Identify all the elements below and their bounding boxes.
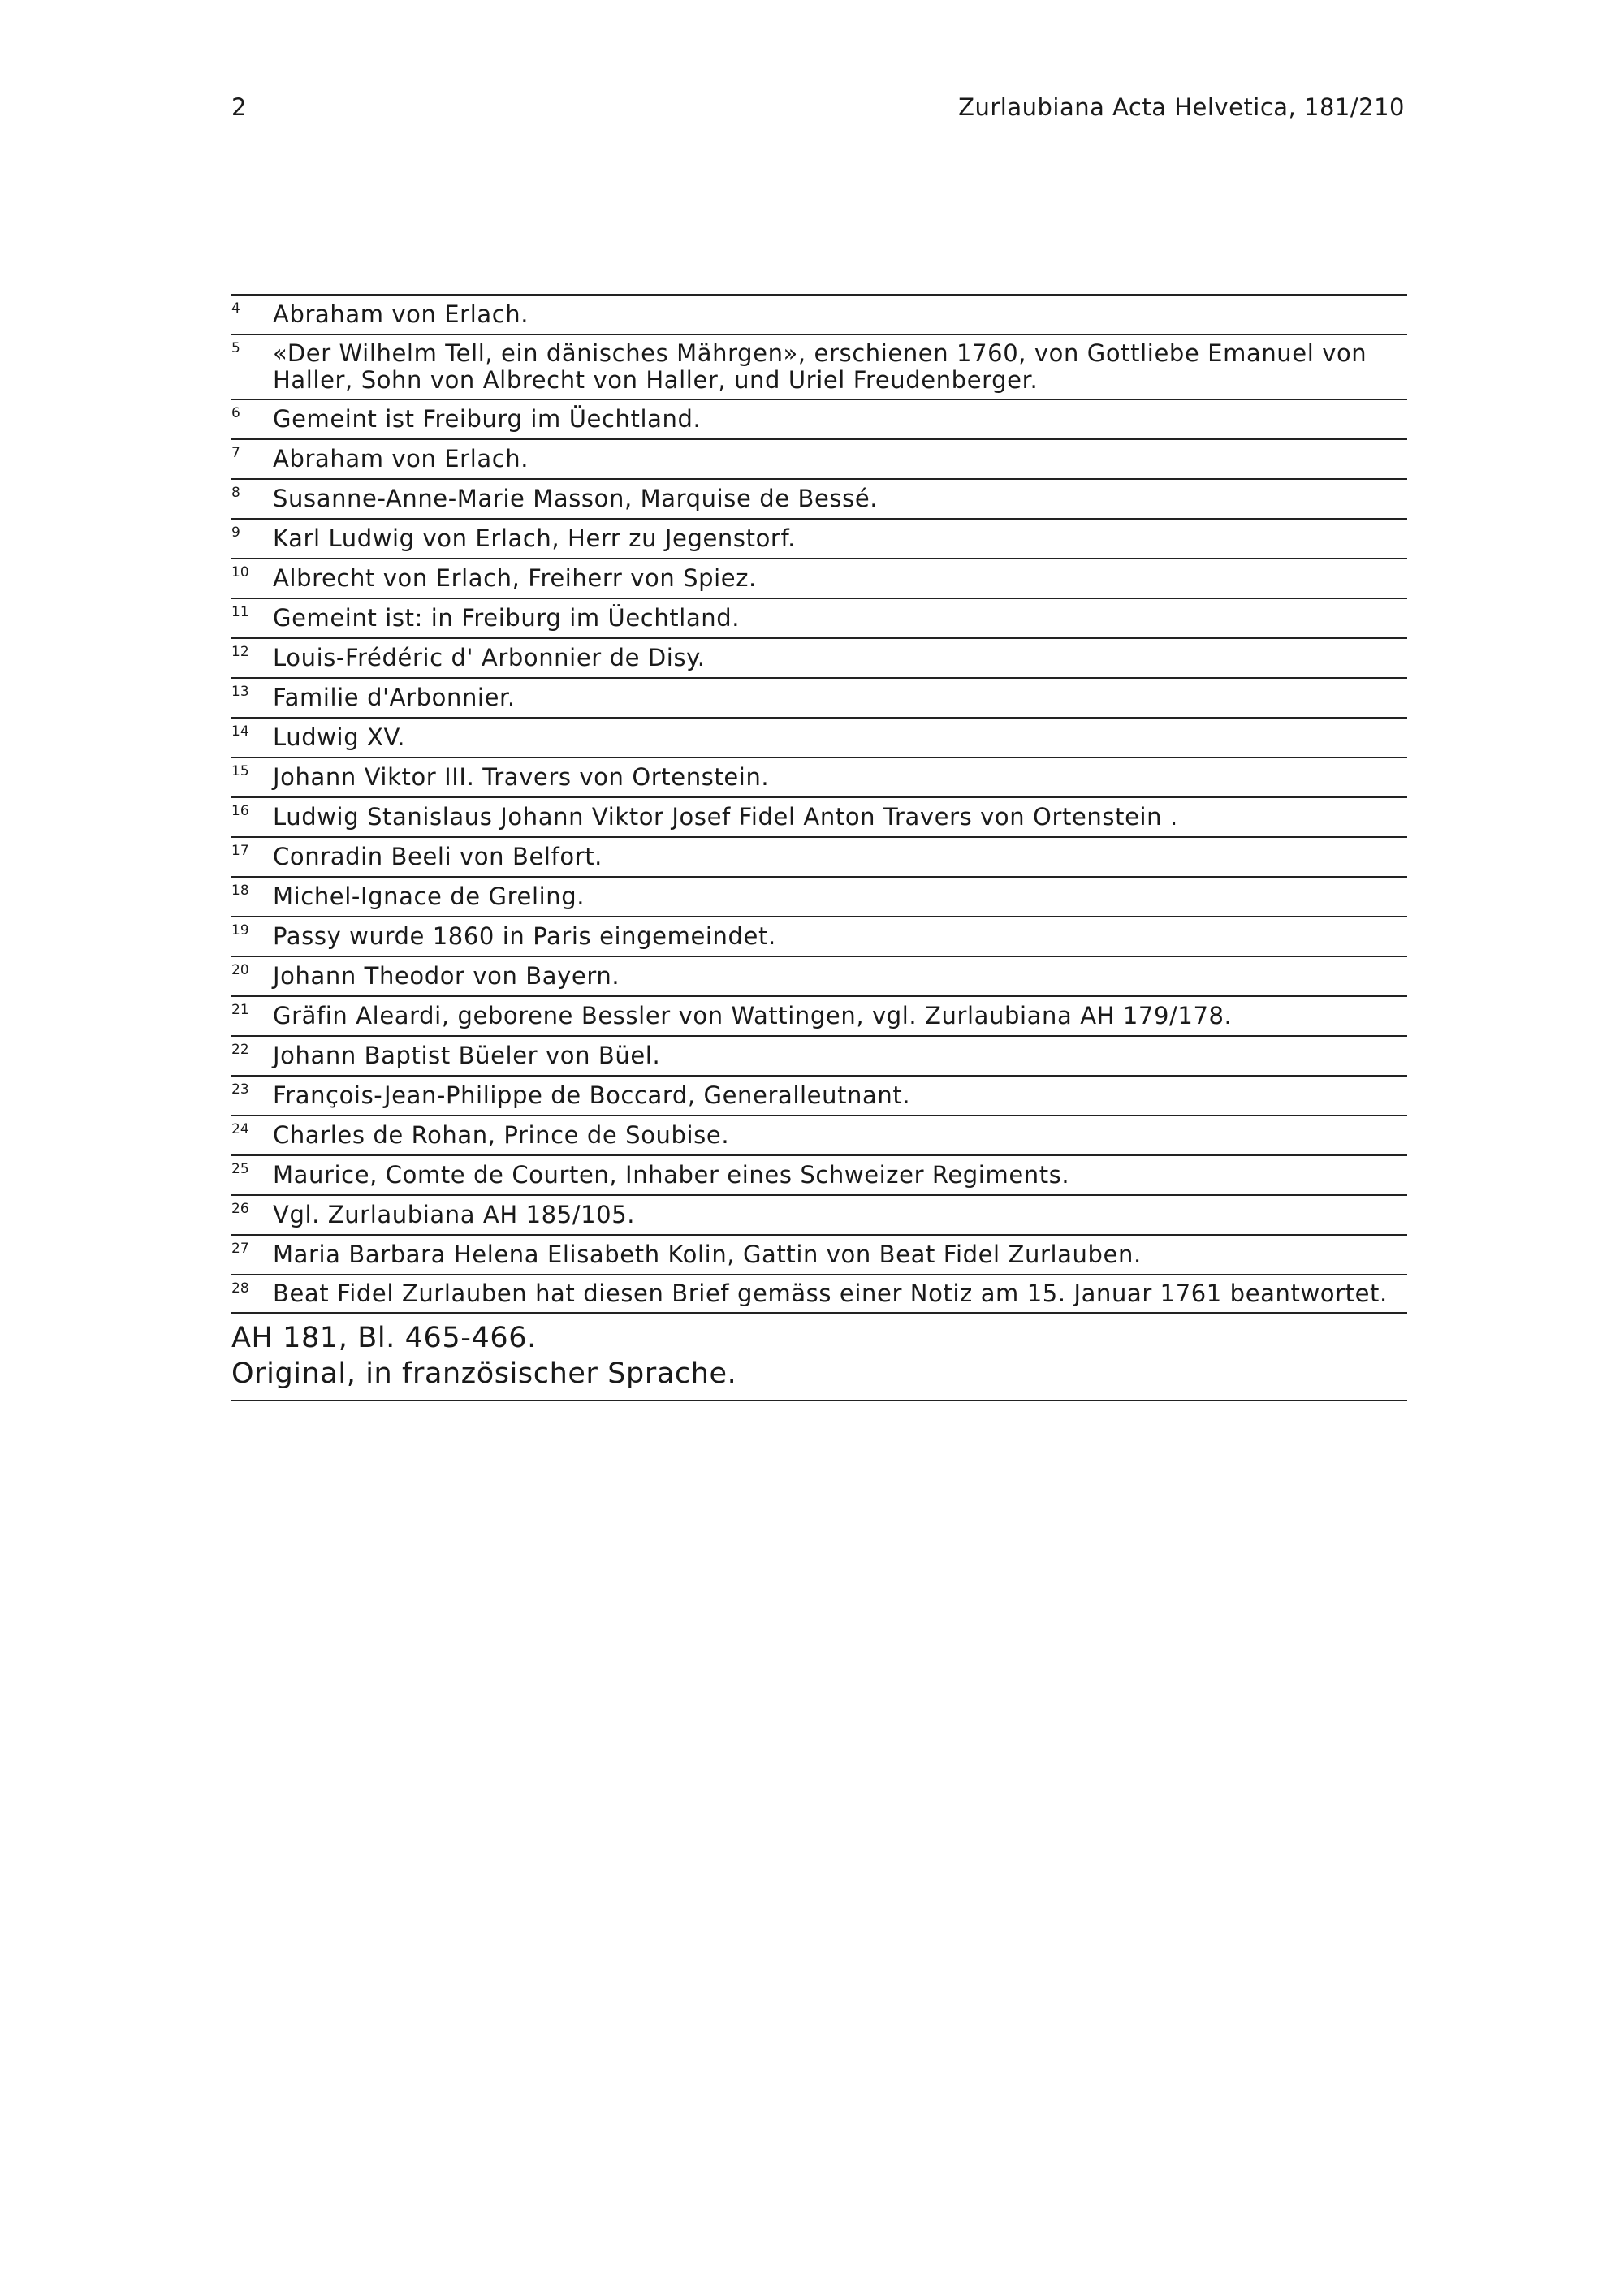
page-header [231,93,1405,121]
footnote-text: Karl Ludwig von Erlach, Herr zu Jegenstorf. [273,524,796,552]
footnote-number: 10 [231,564,249,580]
footnote-text: François-Jean-Philippe de Boccard, Generalleutnant. [273,1081,911,1109]
footnote-text: Albrecht von Erlach, Freiherr von Spiez. [273,564,757,592]
footnote-text: Gräfin Aleardi, geborene Bessler von Wattingen, vgl. Zurlaubiana AH 179/178. [273,1002,1233,1029]
footnote-number: 8 [231,485,240,501]
footnote [231,679,1407,719]
source-reference [231,1314,1407,1401]
footnote-text: Louis-Frédéric d' Arbonnier de Disy. [273,644,706,671]
footnote-number: 14 [231,723,249,740]
footnote-number: 26 [231,1201,249,1217]
footnote-number: 7 [231,445,240,461]
footnote [231,1236,1407,1275]
footnote [231,480,1407,520]
footnote-number: 28 [231,1280,249,1297]
footnote [231,838,1407,878]
footnote [231,878,1407,917]
footnote [231,400,1407,440]
footnote-text: Michel-Ignace de Greling. [273,883,585,910]
footnote-number: 11 [231,604,249,620]
footnote-text: Maria Barbara Helena Elisabeth Kolin, Gattin von Beat Fidel Zurlauben. [273,1241,1142,1268]
footnote [231,957,1407,997]
footnote-number: 19 [231,922,249,939]
footnote-number: 16 [231,803,249,819]
footnote-text: Gemeint ist Freiburg im Üechtland. [273,405,702,433]
footnote-number: 15 [231,763,249,779]
footnote-text: Maurice, Comte de Courten, Inhaber eines Schweizer Regiments. [273,1161,1070,1189]
footnote-text: Susanne-Anne-Marie Masson, Marquise de Bessé. [273,485,879,512]
footnote [231,559,1407,599]
footnote [231,639,1407,679]
footnote-number: 27 [231,1241,249,1257]
footnote [231,719,1407,758]
page-number: 2 [231,93,247,121]
footnote [231,296,1407,335]
footnote-text: Vgl. Zurlaubiana AH 185/105. [273,1201,636,1228]
footnote-number: 20 [231,962,249,978]
footnote-text: Abraham von Erlach. [273,445,529,473]
footnote-number: 21 [231,1002,249,1018]
footnote-number: 4 [231,300,240,317]
footnote-text: Johann Viktor III. Travers von Ortenstein. [273,763,770,791]
footnote-number: 13 [231,684,249,700]
footnote-number: 23 [231,1081,249,1098]
footnote-number: 6 [231,405,240,421]
footnote-number: 22 [231,1042,249,1058]
footnote-text: Gemeint ist: in Freiburg im Üechtland. [273,604,741,632]
footnote [231,1116,1407,1156]
footnote-number: 18 [231,883,249,899]
footnote [231,758,1407,798]
footnote-text: Ludwig XV. [273,723,406,751]
footnote-text: Johann Baptist Büeler von Büel. [273,1042,661,1069]
source-shelfmark: AH 181, Bl. 465-466. [231,1322,537,1354]
footnote-number: 24 [231,1121,249,1137]
footnote [231,997,1407,1037]
footnote [231,440,1407,480]
footnote-text: Conradin Beeli von Belfort. [273,843,603,870]
footnote-number: 12 [231,644,249,660]
footnote-text: Charles de Rohan, Prince de Soubise. [273,1121,730,1149]
footnote [231,520,1407,559]
footnote-text: Johann Theodor von Bayern. [273,962,620,990]
footnote [231,798,1407,838]
footnote-number: 17 [231,843,249,859]
footnote [231,917,1407,957]
footnote [231,1156,1407,1196]
footnote-number: 5 [231,340,240,356]
footnote-text: Passy wurde 1860 in Paris eingemeindet. [273,922,776,950]
footnote [231,1037,1407,1077]
footnote-text: Abraham von Erlach. [273,300,529,328]
footnote-number: 9 [231,524,240,541]
footnote-text: Ludwig Stanislaus Johann Viktor Josef Fidel Anton Travers von Ortenstein . [273,803,1178,831]
footnote [231,1196,1407,1236]
footnote [231,599,1407,639]
footnote [231,1077,1407,1116]
source-note: Original, in französischer Sprache. [231,1357,737,1390]
footnote-text: «Der Wilhelm Tell, ein dänisches Mährgen», erschienen 1760, von Gottliebe Emanuel von Haller, Sohn von Albrecht von Haller, und Uriel Freudenberger. [273,339,1367,394]
footnotes-list [231,294,1407,1401]
footnote [231,335,1407,400]
footnote-number: 25 [231,1161,249,1177]
footnote-text: Familie d'Arbonnier. [273,684,516,711]
running-title: Zurlaubiana Acta Helvetica, 181/210 [958,93,1405,121]
footnote [231,1275,1407,1314]
footnote-text: Beat Fidel Zurlauben hat diesen Brief gemäss einer Notiz am 15. Januar 1761 beantwortet. [273,1280,1388,1307]
